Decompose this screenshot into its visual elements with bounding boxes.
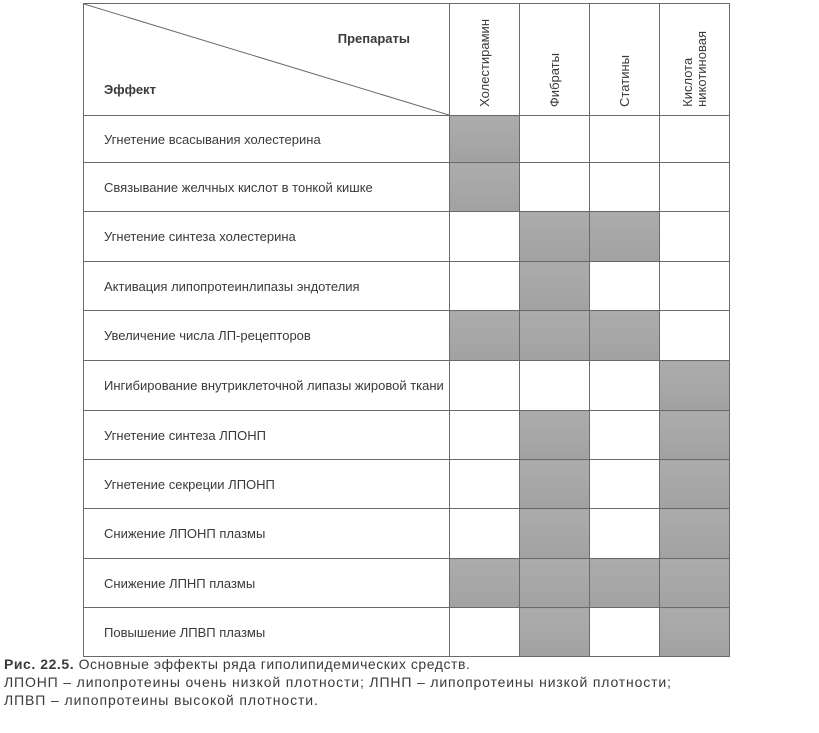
empty-cell [590,163,660,212]
diagonal-divider [84,4,449,115]
empty-cell [450,460,520,509]
table-row [84,163,730,212]
effects-table [83,3,730,657]
filled-cell [590,212,660,262]
column-header-statins [590,4,660,116]
empty-cell [450,262,520,311]
figure-caption [4,655,816,709]
table-row [84,212,730,262]
empty-cell [590,116,660,163]
corner-header-cell [84,4,450,116]
effect-label: Угнетение синтеза холестерина [84,212,450,262]
effect-label: Угнетение синтеза ЛПОНП [84,411,450,460]
filled-cell [590,559,660,608]
effect-label: Снижение ЛПОНП плазмы [84,509,450,559]
filled-cell [520,311,590,361]
caption-line-1 [4,655,816,673]
table-body [84,116,730,657]
effect-label: Увеличение числа ЛП-рецепторов [84,311,450,361]
filled-cell [660,361,730,411]
effect-label: Угнетение секреции ЛПОНП [84,460,450,509]
column-header-cholestyramine [450,4,520,116]
header-row [84,4,730,116]
column-header-label: Статины [616,55,632,107]
empty-cell [450,212,520,262]
filled-cell [660,559,730,608]
empty-cell [660,212,730,262]
filled-cell [520,411,590,460]
filled-cell [520,460,590,509]
table-row [84,116,730,163]
drugs-axis-label: Препараты [337,31,410,46]
effect-axis-label: Эффект [104,82,156,97]
table-row [84,559,730,608]
column-header-label: Холестирамин [476,19,492,107]
table-row [84,509,730,559]
empty-cell [660,311,730,361]
empty-cell [450,608,520,657]
caption-title: Основные эффекты ряда гиполипидемических средств. [78,656,471,672]
filled-cell [450,116,520,163]
caption-line-3: ЛПВП – липопротеины высокой плотности. [4,692,319,708]
filled-cell [450,559,520,608]
filled-cell [450,311,520,361]
effect-label: Снижение ЛПНП плазмы [84,559,450,608]
empty-cell [590,361,660,411]
empty-cell [450,411,520,460]
filled-cell [520,608,590,657]
empty-cell [660,262,730,311]
empty-cell [450,509,520,559]
empty-cell [590,411,660,460]
empty-cell [590,460,660,509]
table-row [84,460,730,509]
table-row [84,262,730,311]
empty-cell [590,608,660,657]
filled-cell [660,460,730,509]
empty-cell [520,361,590,411]
effect-label: Угнетение всасывания холестерина [84,116,450,163]
filled-cell [520,262,590,311]
empty-cell [450,361,520,411]
column-header-label: Фибраты [546,52,562,107]
effect-label: Активация липопротеинлипазы эндотелия [84,262,450,311]
empty-cell [660,116,730,163]
filled-cell [520,559,590,608]
effect-label: Ингибирование внутриклеточной липазы жировой ткани [84,361,450,411]
table-row [84,361,730,411]
empty-cell [660,163,730,212]
table-row [84,311,730,361]
caption-line-2: ЛПОНП – липопротеины очень низкой плотности; ЛПНП – липопротеины низкой плотности; [4,674,672,690]
empty-cell [590,509,660,559]
filled-cell [590,311,660,361]
effect-label: Повышение ЛПВП плазмы [84,608,450,657]
empty-cell [520,163,590,212]
filled-cell [520,212,590,262]
filled-cell [660,509,730,559]
column-header-fibrates [520,4,590,116]
empty-cell [590,262,660,311]
table-row [84,411,730,460]
effects-table-container [83,3,730,657]
empty-cell [520,116,590,163]
filled-cell [450,163,520,212]
filled-cell [660,608,730,657]
table-row [84,608,730,657]
figure-label: Рис. 22.5. [4,656,75,672]
filled-cell [520,509,590,559]
column-header-label: Кислота никотиновая [679,31,709,107]
effect-label: Связывание желчных кислот в тонкой кишке [84,163,450,212]
filled-cell [660,411,730,460]
column-header-nicotinic-acid [660,4,730,116]
